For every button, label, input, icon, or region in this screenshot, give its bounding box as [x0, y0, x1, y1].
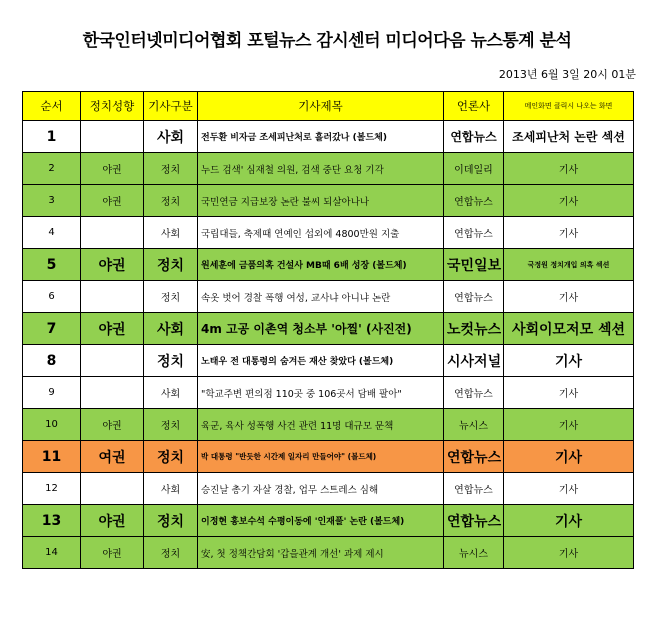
rank-cell: 14: [23, 537, 81, 569]
main-screen-cell: 기사: [504, 153, 634, 185]
category-cell: 사회: [144, 313, 198, 345]
rank-cell: 1: [23, 121, 81, 153]
table-row: [23, 153, 634, 185]
press-cell: 연합뉴스: [444, 217, 504, 249]
table-row: [23, 249, 634, 281]
category-cell: 정치: [144, 153, 198, 185]
politics-cell: 야권: [81, 313, 144, 345]
politics-cell: [81, 121, 144, 153]
table-row: [23, 185, 634, 217]
header-rank: 순서: [23, 92, 81, 121]
rank-cell: 5: [23, 249, 81, 281]
main-screen-cell: 기사: [504, 409, 634, 441]
rank-cell: 12: [23, 473, 81, 505]
table-row: [23, 121, 634, 153]
article-title-cell: 국민연금 지급보장 논란 불씨 되살아나나: [198, 185, 444, 217]
press-cell: 연합뉴스: [444, 441, 504, 473]
press-cell: 연합뉴스: [444, 185, 504, 217]
table-row: [23, 217, 634, 249]
category-cell: 사회: [144, 121, 198, 153]
press-cell: 국민일보: [444, 249, 504, 281]
article-title-cell: 속옷 벗어 경찰 폭행 여성, 교사냐 아니냐 논란: [198, 281, 444, 313]
article-title-cell: 원세훈에 금품의혹 건설사 MB때 6배 성장 (볼드체): [198, 249, 444, 281]
rank-cell: 4: [23, 217, 81, 249]
category-cell: 사회: [144, 377, 198, 409]
article-title-cell: 박 대통령 "반듯한 시간제 일자리 만들어야" (볼드체): [198, 441, 444, 473]
press-cell: 연합뉴스: [444, 473, 504, 505]
table-row: [23, 537, 634, 569]
politics-cell: [81, 377, 144, 409]
header-category: 기사구분: [144, 92, 198, 121]
news-stats-table: [22, 91, 634, 569]
article-title-cell: 4m 고공 이촌역 청소부 '아찔' (사진전): [198, 313, 444, 345]
press-cell: 이데일리: [444, 153, 504, 185]
press-cell: 연합뉴스: [444, 281, 504, 313]
main-screen-cell: 조세피난처 논란 섹션: [504, 121, 634, 153]
politics-cell: 야권: [81, 249, 144, 281]
rank-cell: 9: [23, 377, 81, 409]
timestamp: 2013년 6월 3일 20시 01분: [498, 68, 636, 81]
table-row: [23, 441, 634, 473]
politics-cell: [81, 473, 144, 505]
politics-cell: 야권: [81, 185, 144, 217]
table-row: [23, 377, 634, 409]
table-row: [23, 505, 634, 537]
article-title-cell: 전두환 비자금 조세피난처로 흘러갔나 (볼드체): [198, 121, 444, 153]
article-title-cell: "학교주변 편의점 110곳 중 106곳서 담배 팔아": [198, 377, 444, 409]
main-screen-cell: 기사: [504, 185, 634, 217]
main-screen-cell: 기사: [504, 217, 634, 249]
category-cell: 정치: [144, 505, 198, 537]
header-politics: 정치성향: [81, 92, 144, 121]
rank-cell: 10: [23, 409, 81, 441]
article-title-cell: 승진날 총기 자살 경찰, 업무 스트레스 심해: [198, 473, 444, 505]
header-press: 언론사: [444, 92, 504, 121]
rank-cell: 7: [23, 313, 81, 345]
politics-cell: [81, 217, 144, 249]
rank-cell: 8: [23, 345, 81, 377]
press-cell: 연합뉴스: [444, 121, 504, 153]
main-screen-cell: 기사: [504, 281, 634, 313]
article-title-cell: 육군, 육사 성폭행 사건 관련 11명 대규모 문책: [198, 409, 444, 441]
press-cell: 연합뉴스: [444, 505, 504, 537]
page-title: 한국인터넷미디어협회 포털뉴스 감시센터 미디어다음 뉴스통계 분석: [82, 31, 572, 51]
category-cell: 정치: [144, 441, 198, 473]
politics-cell: 여권: [81, 441, 144, 473]
main-screen-cell: 국정원 정치개입 의혹 섹션: [504, 249, 634, 281]
table-row: [23, 473, 634, 505]
main-screen-cell: 기사: [504, 441, 634, 473]
article-title-cell: 安, 첫 정책간담회 '갑을관계 개선' 과제 제시: [198, 537, 444, 569]
category-cell: 정치: [144, 409, 198, 441]
press-cell: 연합뉴스: [444, 377, 504, 409]
article-title-cell: 이정현 홍보수석 수평이동에 '인재풀' 논란 (볼드체): [198, 505, 444, 537]
politics-cell: [81, 281, 144, 313]
main-screen-cell: 기사: [504, 505, 634, 537]
article-title-cell: 누드 검색' 심재철 의원, 검색 중단 요청 기각: [198, 153, 444, 185]
rank-cell: 3: [23, 185, 81, 217]
table-row: [23, 409, 634, 441]
press-cell: 뉴시스: [444, 409, 504, 441]
politics-cell: [81, 345, 144, 377]
politics-cell: 야권: [81, 153, 144, 185]
table-row: [23, 313, 634, 345]
category-cell: 정치: [144, 249, 198, 281]
press-cell: 시사저널: [444, 345, 504, 377]
politics-cell: 야권: [81, 537, 144, 569]
main-screen-cell: 기사: [504, 537, 634, 569]
main-screen-cell: 기사: [504, 473, 634, 505]
category-cell: 정치: [144, 537, 198, 569]
category-cell: 사회: [144, 217, 198, 249]
table-row: [23, 281, 634, 313]
press-cell: 뉴시스: [444, 537, 504, 569]
rank-cell: 11: [23, 441, 81, 473]
rank-cell: 6: [23, 281, 81, 313]
politics-cell: 야권: [81, 505, 144, 537]
rank-cell: 2: [23, 153, 81, 185]
press-cell: 노컷뉴스: [444, 313, 504, 345]
main-screen-cell: 기사: [504, 345, 634, 377]
table-header-row: [23, 92, 634, 121]
politics-cell: 야권: [81, 409, 144, 441]
category-cell: 정치: [144, 185, 198, 217]
article-title-cell: 국립대들, 축제때 연예인 섭외에 4800만원 지출: [198, 217, 444, 249]
main-screen-cell: 사회이모저모 섹션: [504, 313, 634, 345]
article-title-cell: 노태우 전 대통령의 숨겨든 재산 찾았다 (볼드체): [198, 345, 444, 377]
rank-cell: 13: [23, 505, 81, 537]
table-row: [23, 345, 634, 377]
header-article: 기사제목: [198, 92, 444, 121]
category-cell: 사회: [144, 473, 198, 505]
main-screen-cell: 기사: [504, 377, 634, 409]
category-cell: 정치: [144, 345, 198, 377]
category-cell: 정치: [144, 281, 198, 313]
header-main-screen: 메인화면 클릭시 나오는 화면: [504, 92, 634, 121]
